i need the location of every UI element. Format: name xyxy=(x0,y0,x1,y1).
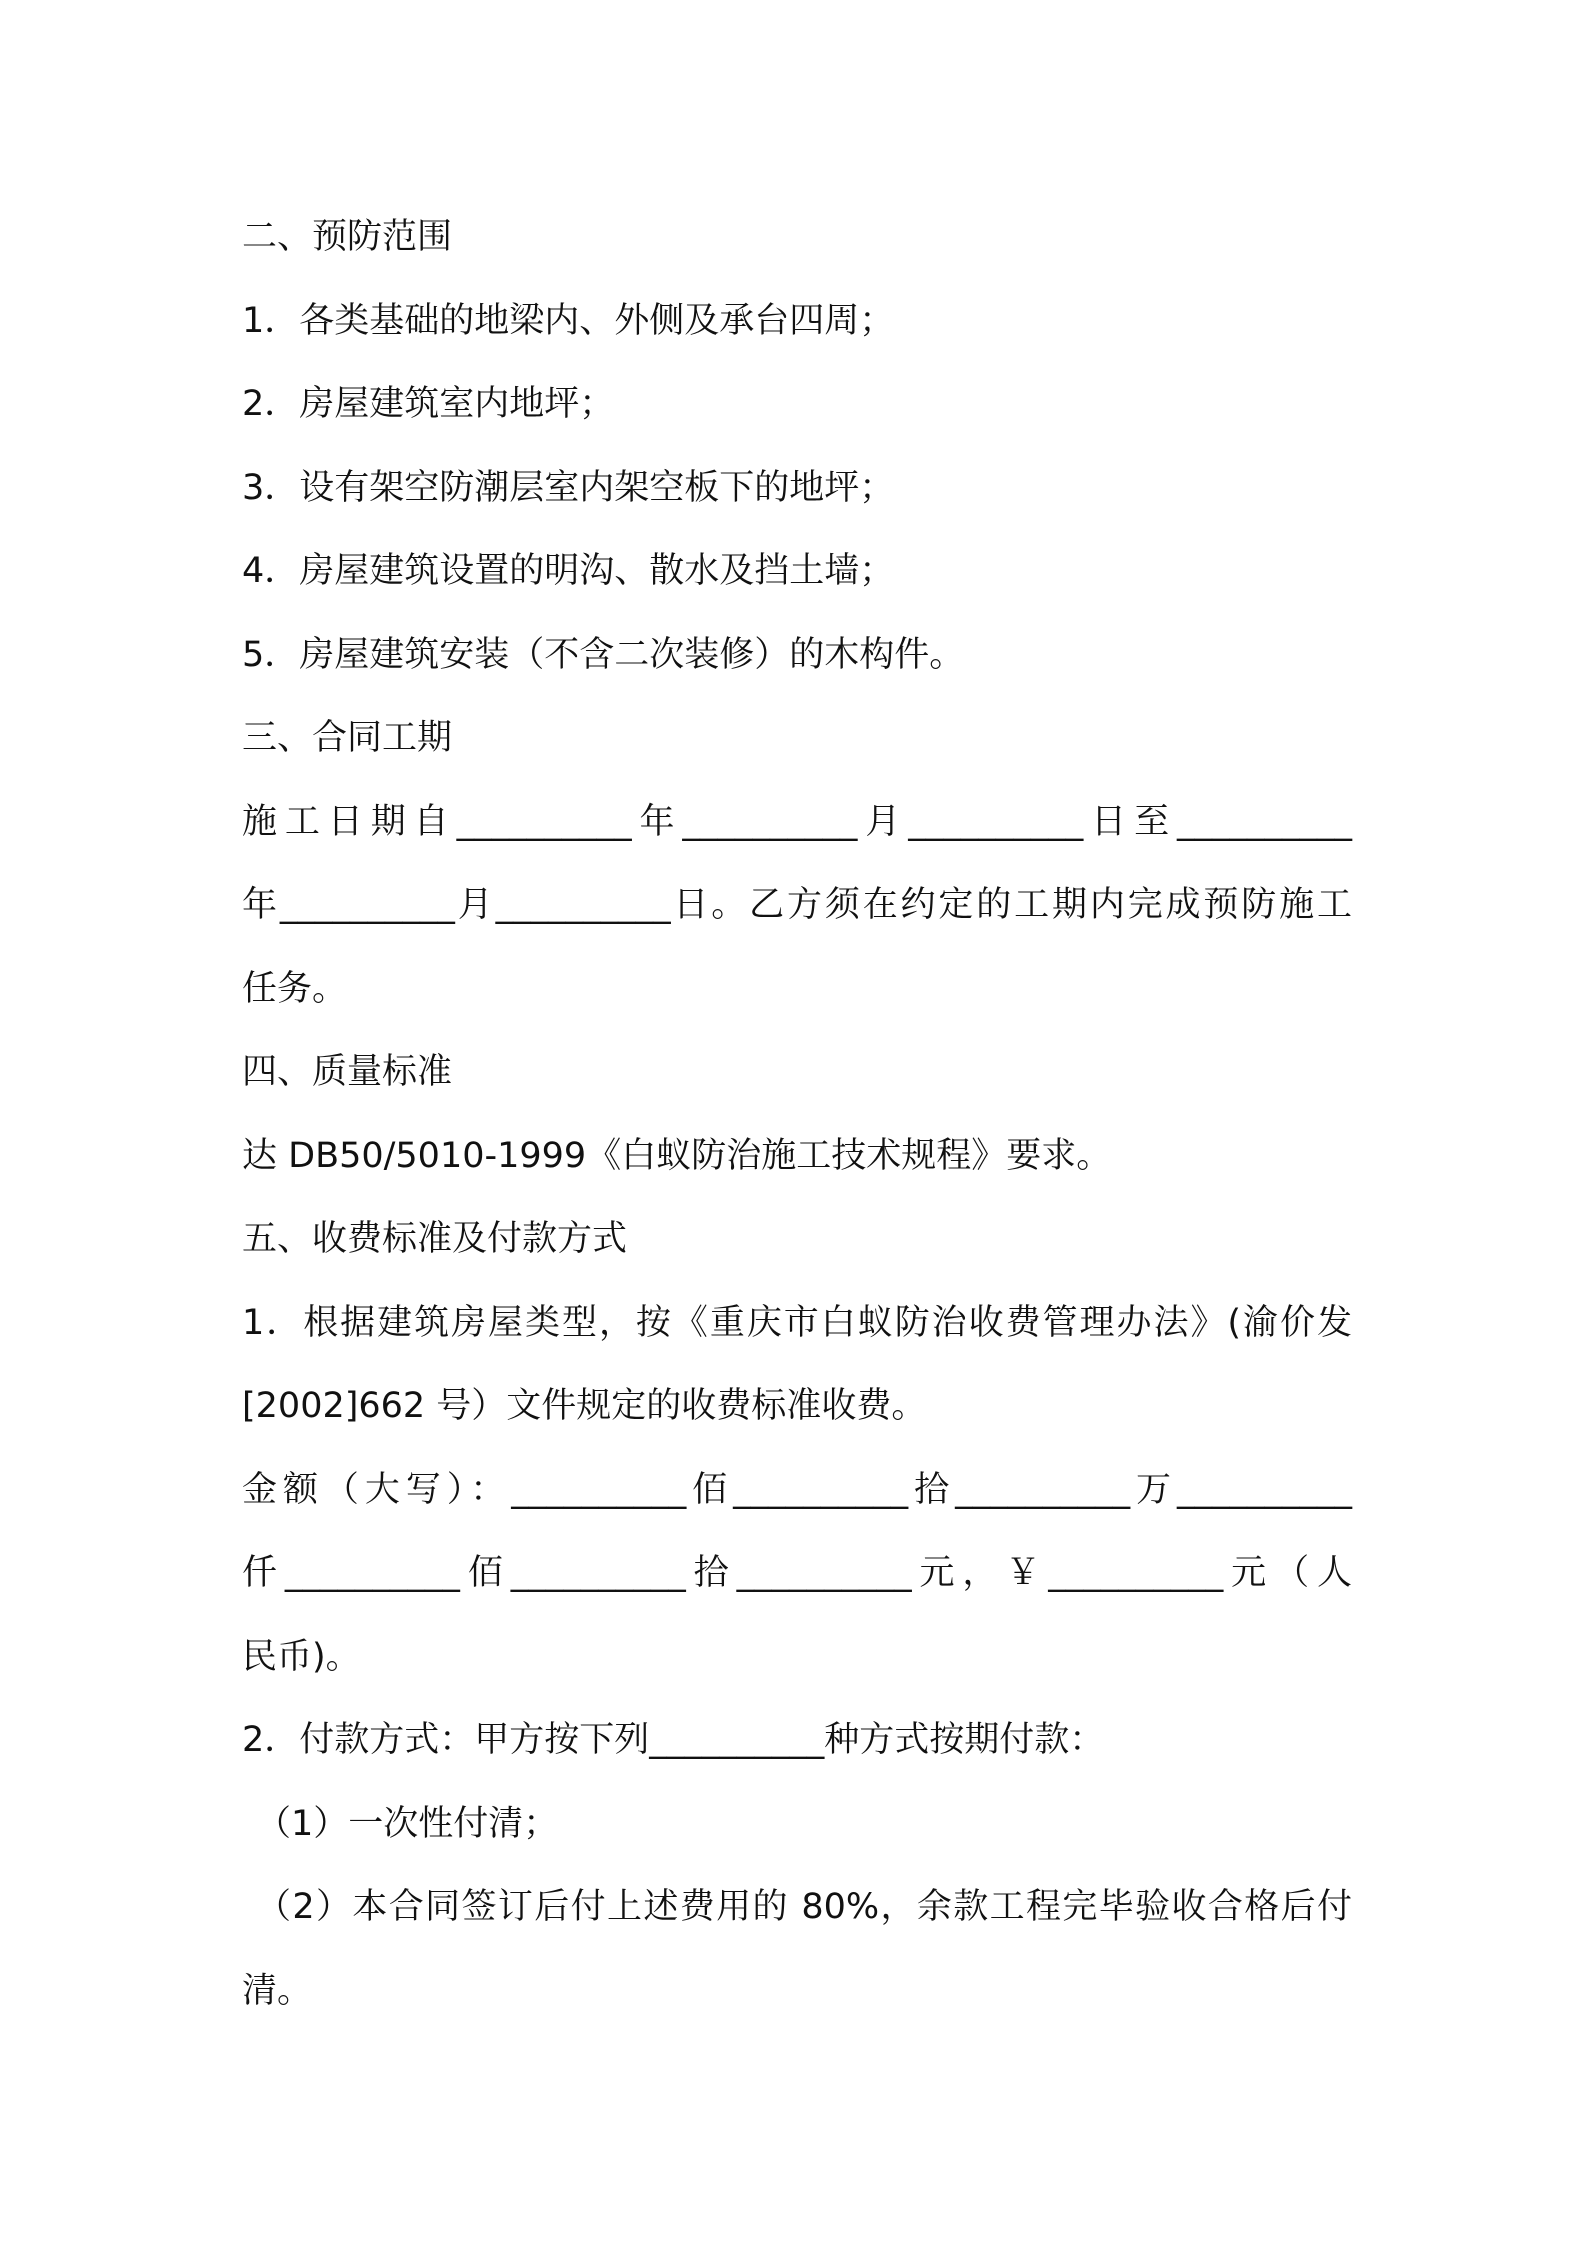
payment-option-1: （1）一次性付清； xyxy=(256,1803,559,1844)
section-heading-fees-payment: 五、收费标准及付款方式 xyxy=(242,1219,628,1259)
contract-period-line-1: 施工日期自__________年__________月__________日至__________ xyxy=(242,801,1352,842)
amount-line-3: 民币)。 xyxy=(242,1636,361,1677)
document-body xyxy=(242,196,1352,2033)
scope-item-1: 1．各类基础的地梁内、外侧及承台四周； xyxy=(242,300,895,341)
fee-item-1-line-1: 1．根据建筑房屋类型，按《重庆市白蚁防治收费管理办法》(渝价发 xyxy=(242,1302,1352,1343)
amount-line-2: 仟__________佰__________拾__________元，￥__________元（人 xyxy=(242,1553,1352,1593)
payment-option-2-line-2: 清。 xyxy=(242,1970,313,2011)
contract-period-line-3: 任务。 xyxy=(242,968,348,1009)
contract-period-line-2: 年__________月__________日。乙方须在约定的工期内完成预防施工 xyxy=(242,885,1352,925)
section-heading-quality-standard: 四、质量标准 xyxy=(242,1052,453,1092)
quality-standard-text: 达 DB50/5010-1999《白蚁防治施工技术规程》要求。 xyxy=(242,1135,1112,1176)
scope-item-3: 3．设有架空防潮层室内架空板下的地坪； xyxy=(242,467,895,508)
scope-item-5: 5．房屋建筑安装（不含二次装修）的木构件。 xyxy=(242,634,965,675)
amount-line-1: 金额（大写）：__________佰__________拾__________万__________ xyxy=(242,1469,1352,1510)
section-heading-prevention-scope: 二、预防范围 xyxy=(242,217,453,257)
scope-item-4: 4．房屋建筑设置的明沟、散水及挡土墙； xyxy=(242,551,895,591)
fee-item-1-line-2: [2002]662 号）文件规定的收费标准收费。 xyxy=(242,1386,927,1426)
payment-option-2-line-1: （2）本合同签订后付上述费用的 80%，余款工程完毕验收合格后付 xyxy=(256,1887,1352,1927)
scope-item-2: 2．房屋建筑室内地坪； xyxy=(242,384,615,424)
section-heading-contract-period: 三、合同工期 xyxy=(242,718,453,758)
payment-method-line: 2．付款方式：甲方按下列__________种方式按期付款： xyxy=(242,1720,1105,1760)
